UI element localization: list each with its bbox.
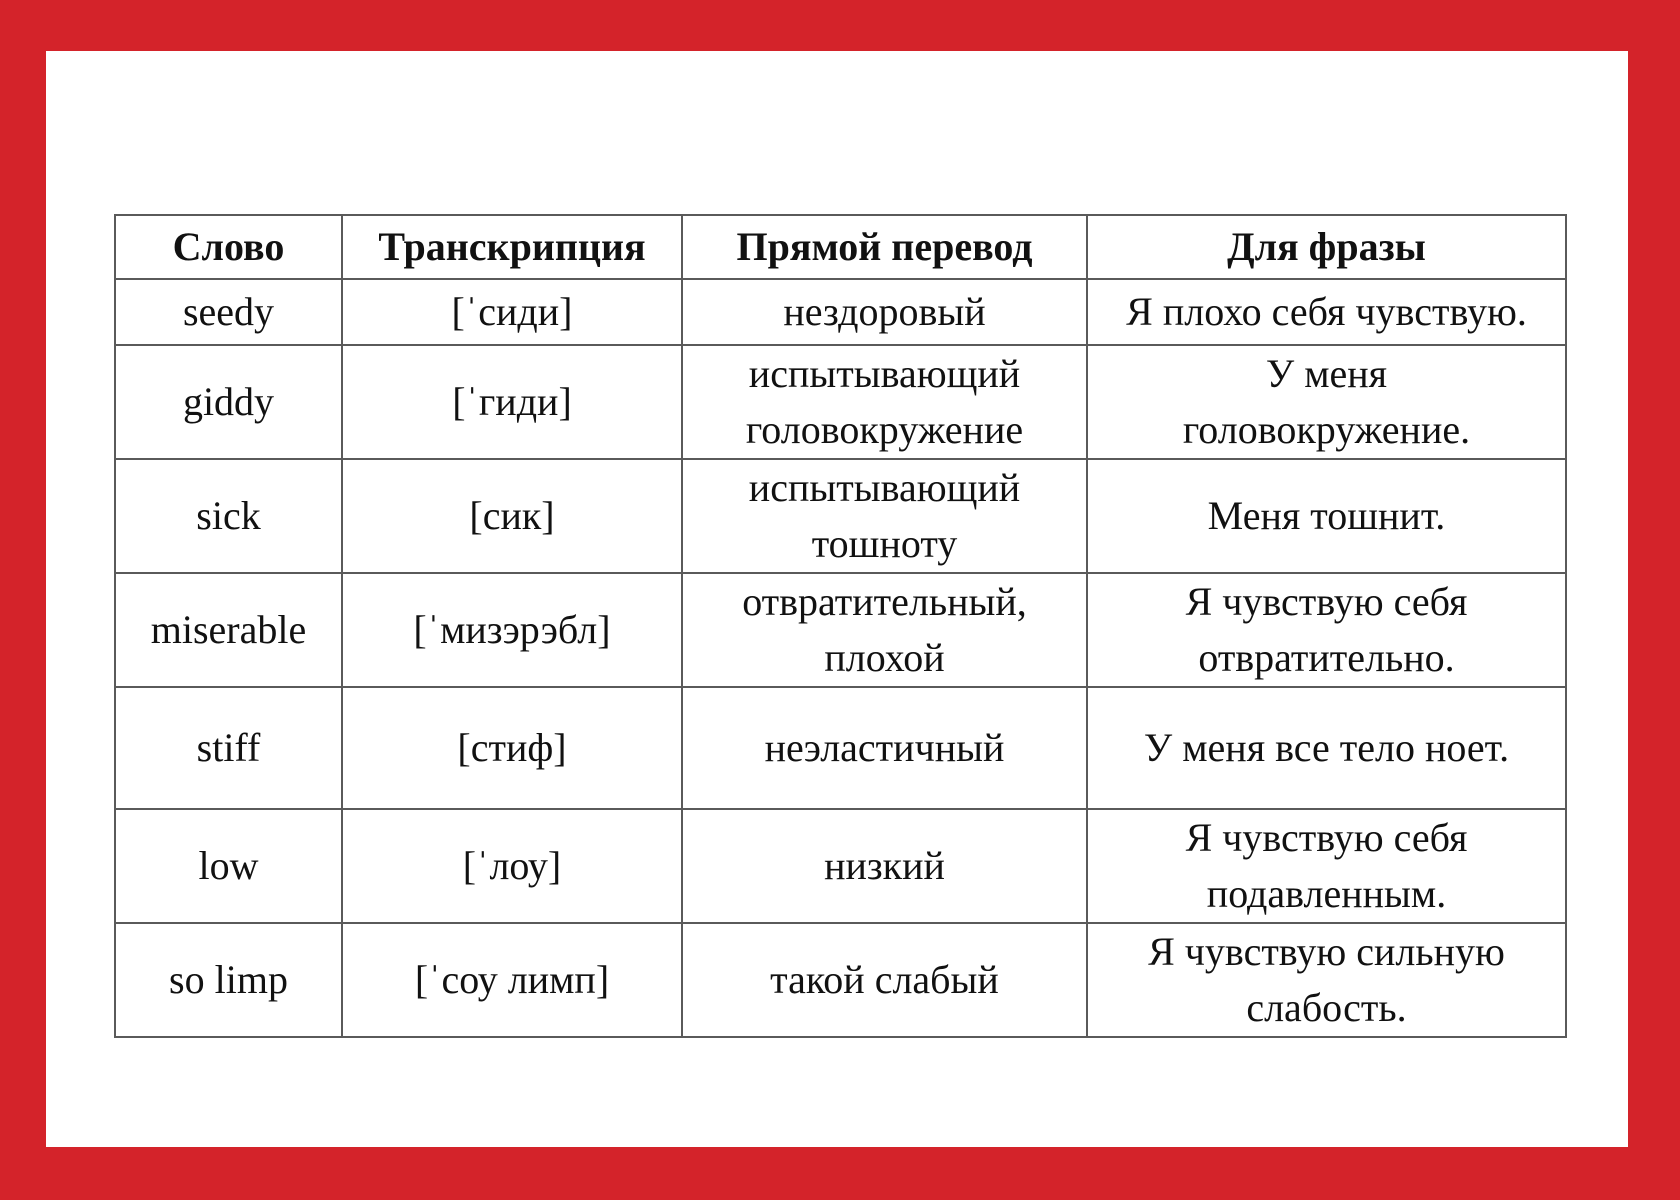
phrase-cell: Я чувствую себя отвратительно.: [1087, 573, 1566, 687]
transcription-cell: [ˈсиди]: [342, 279, 682, 345]
phrase-cell: Я чувствую сильную слабость.: [1087, 923, 1566, 1037]
header-transcription: Транскрипция: [342, 215, 682, 279]
table-row: [115, 459, 1566, 573]
table-header-row: [115, 215, 1566, 279]
translation-cell: отвратительный, плохой: [682, 573, 1087, 687]
word-cell: miserable: [115, 573, 342, 687]
translation-cell: испытывающий головокружение: [682, 345, 1087, 459]
table-row: [115, 345, 1566, 459]
table-row: [115, 279, 1566, 345]
transcription-cell: [сик]: [342, 459, 682, 573]
phrase-cell: Я плохо себя чувствую.: [1087, 279, 1566, 345]
translation-cell: неэластичный: [682, 687, 1087, 809]
transcription-cell: [стиф]: [342, 687, 682, 809]
table-row: [115, 809, 1566, 923]
header-word: Слово: [115, 215, 342, 279]
word-cell: seedy: [115, 279, 342, 345]
header-phrase: Для фразы: [1087, 215, 1566, 279]
phrase-cell: Меня тошнит.: [1087, 459, 1566, 573]
translation-cell: испытывающий тошноту: [682, 459, 1087, 573]
phrase-cell: У меня головокружение.: [1087, 345, 1566, 459]
slide-card: [46, 51, 1628, 1147]
translation-cell: низкий: [682, 809, 1087, 923]
transcription-cell: [ˈсоу лимп]: [342, 923, 682, 1037]
word-cell: low: [115, 809, 342, 923]
table-body: [115, 279, 1566, 1037]
table-row: [115, 923, 1566, 1037]
transcription-cell: [ˈмизэрэбл]: [342, 573, 682, 687]
translation-cell: нездоровый: [682, 279, 1087, 345]
phrase-cell: У меня все тело ноет.: [1087, 687, 1566, 809]
table-row: [115, 687, 1566, 809]
word-cell: stiff: [115, 687, 342, 809]
phrase-cell: Я чувствую себя подавленным.: [1087, 809, 1566, 923]
translation-cell: такой слабый: [682, 923, 1087, 1037]
word-cell: sick: [115, 459, 342, 573]
transcription-cell: [ˈлоу]: [342, 809, 682, 923]
transcription-cell: [ˈгиди]: [342, 345, 682, 459]
word-cell: so limp: [115, 923, 342, 1037]
vocabulary-table: [114, 214, 1567, 1038]
word-cell: giddy: [115, 345, 342, 459]
header-translation: Прямой перевод: [682, 215, 1087, 279]
table-row: [115, 573, 1566, 687]
